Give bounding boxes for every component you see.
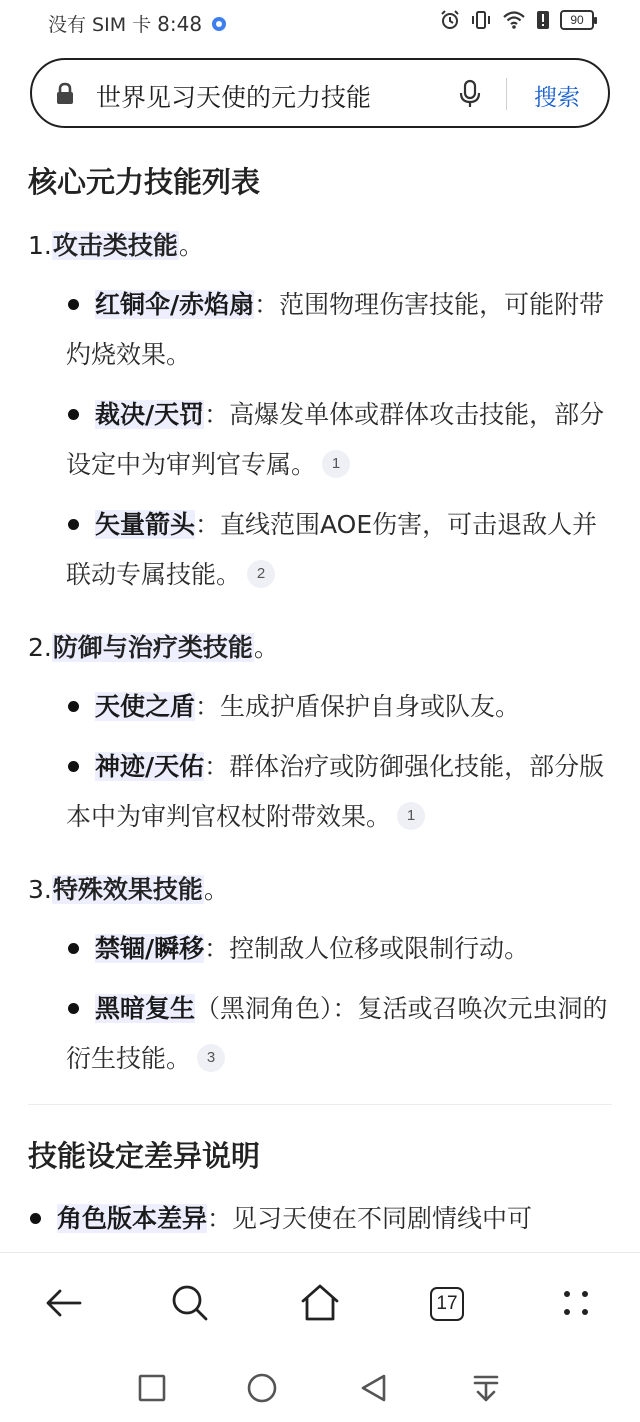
citation-badge[interactable]: 3 (197, 1044, 225, 1072)
tabs-icon[interactable]: 17 (430, 1287, 464, 1321)
list-item (66, 280, 614, 380)
carrier-label: 没有 SIM 卡 (48, 14, 152, 36)
back-icon[interactable] (42, 1281, 86, 1325)
list-heading-keyword: 特殊效果技能 (52, 875, 203, 904)
item-keyword: 黑暗复生 (95, 994, 196, 1023)
bullet-dot (68, 1003, 79, 1014)
list-heading-suffix: 。 (203, 875, 229, 904)
item-text: ：直线范围AOE伤害，可击退敌人并联动专属技能。 (66, 510, 598, 589)
list-heading-suffix: 。 (253, 633, 279, 662)
list-heading-2 (28, 628, 279, 664)
item-keyword: 神迹/天佑 (95, 752, 205, 781)
status-left (48, 10, 226, 37)
clock: 8:48 (157, 11, 203, 36)
status-right (440, 10, 594, 30)
section-heading-2: 技能设定差异说明 (28, 1139, 261, 1173)
item-keyword: 矢量箭头 (95, 510, 196, 539)
search-icon[interactable] (168, 1281, 212, 1325)
recents-icon[interactable] (136, 1372, 168, 1404)
bullet-dot (68, 701, 79, 712)
home-icon[interactable] (298, 1281, 342, 1325)
item-text: ：范围物理伤害技能，可能附带灼烧效果。 (66, 290, 605, 369)
bullet-dot (68, 943, 79, 954)
list-number: 1. (28, 231, 52, 260)
citation-badge[interactable]: 1 (397, 802, 425, 830)
bullet-dot (68, 519, 79, 530)
microphone-icon[interactable] (458, 79, 482, 109)
alert-icon (536, 10, 550, 30)
list-number: 3. (28, 875, 52, 904)
item-text: （黑洞角色）：复活或召唤次元虫洞的衍生技能。 (66, 994, 608, 1073)
lock-icon (54, 82, 76, 106)
bullet-dot (68, 761, 79, 772)
more-icon[interactable] (554, 1281, 598, 1325)
search-button[interactable]: 搜索 (534, 85, 580, 111)
list-heading-1 (28, 226, 204, 262)
list-item (66, 984, 614, 1084)
status-bar (0, 0, 640, 44)
item-keyword: 禁锢/瞬移 (95, 934, 205, 963)
list-item (66, 500, 614, 600)
list-heading-3 (28, 870, 229, 906)
item-keyword: 角色版本差异 (57, 1204, 208, 1233)
list-item (66, 682, 614, 732)
browser-toolbar (0, 1252, 640, 1352)
list-item (66, 924, 614, 974)
list-item (66, 390, 614, 490)
list-heading-suffix: 。 (178, 231, 204, 260)
item-text: ：生成护盾保护自身或队友。 (195, 692, 521, 721)
battery-icon: 90 (560, 10, 594, 30)
citation-badge[interactable]: 2 (247, 560, 275, 588)
vibrate-icon (470, 10, 492, 30)
item-text: ：群体治疗或防御强化技能，部分版本中为审判官权杖附带效果。 (66, 752, 605, 831)
app-notification-icon (212, 17, 226, 31)
item-keyword: 红铜伞/赤焰扇 (95, 290, 255, 319)
search-input[interactable]: 世界见习天使的元力技能 (96, 83, 372, 112)
alarm-icon (440, 10, 460, 30)
list-item (28, 1194, 618, 1244)
home-circle-icon[interactable] (246, 1372, 278, 1404)
bullet-dot (30, 1213, 41, 1224)
bullet-dot (68, 299, 79, 310)
item-keyword: 天使之盾 (95, 692, 196, 721)
list-number: 2. (28, 633, 52, 662)
back-triangle-icon[interactable] (358, 1372, 390, 1404)
item-text: ：控制敌人位移或限制行动。 (204, 934, 530, 963)
list-heading-keyword: 防御与治疗类技能 (52, 633, 253, 662)
list-item (66, 742, 614, 842)
search-divider (506, 78, 507, 110)
section-heading: 核心元力技能列表 (28, 165, 261, 199)
bullet-dot (68, 409, 79, 420)
notification-pull-icon[interactable] (470, 1372, 502, 1404)
item-text: ：见习天使在不同剧情线中可 (207, 1204, 533, 1233)
item-text: ：高爆发单体或群体攻击技能，部分设定中为审判官专属。 (66, 400, 605, 479)
wifi-icon (502, 10, 526, 30)
section-divider (28, 1104, 612, 1105)
citation-badge[interactable]: 1 (322, 450, 350, 478)
item-keyword: 裁决/天罚 (95, 400, 205, 429)
list-heading-keyword: 攻击类技能 (52, 231, 178, 260)
search-bar[interactable] (30, 58, 610, 128)
system-navigation-bar (0, 1352, 640, 1422)
